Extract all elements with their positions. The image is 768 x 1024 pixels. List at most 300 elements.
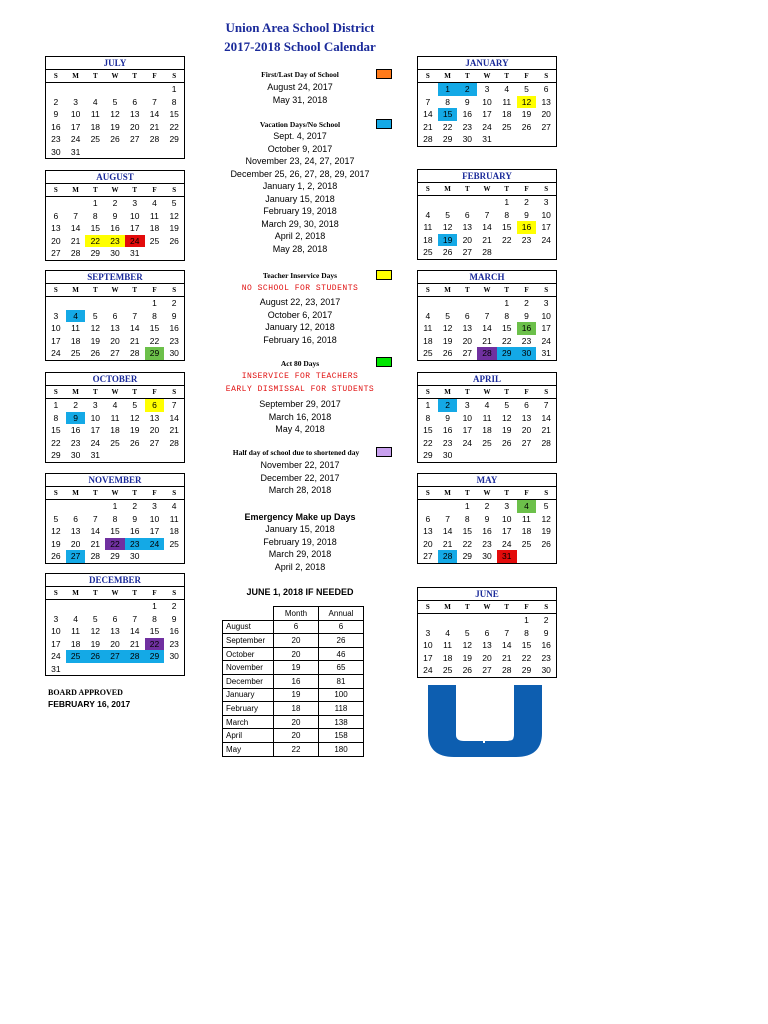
day-cell: 6 xyxy=(524,400,529,410)
weekday-label: F xyxy=(524,603,529,611)
legend-first-last-swatch xyxy=(376,69,392,79)
weekday-label: M xyxy=(72,489,79,497)
weekday-header xyxy=(418,487,556,500)
day-cell: 7 xyxy=(132,310,138,321)
day-cell: 3 xyxy=(53,613,59,624)
day-cell: 15 xyxy=(502,323,512,333)
day-cell: 26 xyxy=(110,134,120,144)
day-cell: 29 xyxy=(110,551,120,561)
weekday-label: T xyxy=(132,489,138,497)
day-cell: 26 xyxy=(442,247,453,257)
day-cell: 28 xyxy=(423,134,433,144)
weekday-label: S xyxy=(425,185,430,193)
week-row xyxy=(418,310,556,323)
day-cell: 24 xyxy=(541,234,551,245)
week-row xyxy=(46,663,184,676)
week-row xyxy=(418,96,556,109)
weekday-label: T xyxy=(132,286,138,294)
weekday-label: F xyxy=(524,72,529,80)
day-cell: 5 xyxy=(464,627,470,638)
day-cell: 17 xyxy=(70,121,81,132)
day-cell: 20 xyxy=(423,538,433,549)
weekday-label: T xyxy=(464,72,470,80)
weekday-label: S xyxy=(172,72,177,80)
weekday-label: S xyxy=(425,388,430,396)
day-cell: 4 xyxy=(92,96,98,107)
day-cell: 18 xyxy=(90,121,101,132)
table-cell: 20 xyxy=(274,647,319,661)
day-cell: 30 xyxy=(517,347,537,360)
day-cell: 17 xyxy=(502,526,512,536)
day-cell xyxy=(66,197,86,210)
weekday-label: W xyxy=(111,589,119,597)
weekday-label: T xyxy=(504,185,510,193)
table-cell: 22 xyxy=(274,742,319,756)
table-row xyxy=(223,647,364,661)
week-row xyxy=(46,235,184,248)
day-cell: 18 xyxy=(70,638,81,649)
legend-act80-note1: INSERVICE FOR TEACHERS xyxy=(241,372,359,381)
day-cell xyxy=(145,83,165,96)
day-cell: 14 xyxy=(169,412,179,423)
day-cell xyxy=(125,449,145,462)
day-cell: 29 xyxy=(462,551,473,561)
day-cell: 3 xyxy=(152,501,157,511)
day-cell: 26 xyxy=(442,348,453,358)
date-line: Sept. 4, 2017 xyxy=(273,131,327,141)
day-cell: 14 xyxy=(130,323,140,333)
day-cell xyxy=(477,196,497,209)
day-cell: 9 xyxy=(171,310,177,321)
weekday-label: T xyxy=(132,186,138,194)
week-row xyxy=(418,234,556,247)
date-line: February 16, 2018 xyxy=(263,334,337,345)
table-row xyxy=(223,674,364,688)
day-cell: 14 xyxy=(502,640,512,650)
day-cell: 2 xyxy=(132,501,138,511)
week-row xyxy=(46,437,184,450)
legend-inservice-swatch xyxy=(376,270,392,280)
day-cell: 31 xyxy=(482,134,492,144)
weekday-label: T xyxy=(464,489,470,497)
day-cell: 21 xyxy=(90,538,101,549)
day-cell: 23 xyxy=(51,134,61,144)
week-row xyxy=(418,246,556,259)
day-cell: 10 xyxy=(541,209,551,220)
weekday-label: S xyxy=(544,286,549,294)
day-cell xyxy=(105,449,125,462)
day-cell: 2 xyxy=(73,400,78,410)
weekday-label: W xyxy=(111,388,119,396)
week-row xyxy=(46,133,184,146)
week-row xyxy=(418,424,556,437)
day-cell: 23 xyxy=(169,335,179,346)
weekday-header xyxy=(46,184,184,197)
day-cell xyxy=(517,133,537,146)
date-line: February 19, 2018 xyxy=(263,536,337,547)
week-row xyxy=(418,500,556,513)
legend-inservice-note: NO SCHOOL FOR STUDENTS xyxy=(241,284,359,293)
legend-inservice-dates xyxy=(225,296,375,346)
day-cell: 27 xyxy=(105,650,125,663)
calendar-title: 2017-2018 School Calendar xyxy=(224,39,376,54)
day-cell: 11 xyxy=(502,96,512,107)
day-cell: 22 xyxy=(423,437,433,448)
day-cell: 20 xyxy=(70,538,81,549)
day-cell: 16 xyxy=(482,526,492,536)
week-row xyxy=(418,133,556,146)
month-name: JULY xyxy=(46,57,184,70)
day-cell xyxy=(125,146,145,159)
day-cell: 20 xyxy=(110,638,120,649)
day-cell: 19 xyxy=(541,526,551,536)
week-row xyxy=(46,146,184,159)
calendar-september xyxy=(45,270,185,361)
day-cell: 27 xyxy=(110,348,120,358)
table-cell: 180 xyxy=(319,742,364,756)
weekday-label: T xyxy=(504,388,510,396)
week-row xyxy=(418,449,556,462)
weekday-header xyxy=(418,284,556,297)
table-cell: February xyxy=(223,702,274,716)
day-cell: 27 xyxy=(462,348,473,358)
day-cell: 23 xyxy=(521,335,532,346)
day-cell: 12 xyxy=(502,412,512,423)
weekday-header xyxy=(46,70,184,83)
week-row xyxy=(418,614,556,627)
day-cell: 24 xyxy=(51,651,61,661)
weekday-label: T xyxy=(504,72,510,80)
week-row xyxy=(46,600,184,613)
day-cell xyxy=(418,500,438,513)
day-cell: 8 xyxy=(112,513,118,524)
day-cell xyxy=(477,449,497,462)
day-cell: 6 xyxy=(145,399,165,412)
day-cell: 22 xyxy=(105,538,125,551)
day-cell: 2 xyxy=(112,198,118,208)
day-cell: 23 xyxy=(541,652,551,663)
day-cell: 20 xyxy=(51,235,61,246)
legend-act80-label: Act 80 Days xyxy=(280,359,320,368)
day-cell xyxy=(164,146,184,159)
day-cell: 1 xyxy=(438,83,458,96)
day-cell: 14 xyxy=(482,222,492,232)
date-line: February 19, 2018 xyxy=(263,206,337,216)
day-cell: 9 xyxy=(66,412,86,425)
week-row xyxy=(418,221,556,234)
day-cell: 9 xyxy=(445,412,450,423)
day-cell: 5 xyxy=(92,613,98,624)
weekday-label: F xyxy=(524,185,529,193)
day-cell: 29 xyxy=(145,347,165,360)
day-cell: 6 xyxy=(543,84,549,94)
day-cell xyxy=(105,600,125,613)
week-row xyxy=(418,550,556,563)
weekday-label: T xyxy=(132,388,138,396)
day-cell: 22 xyxy=(169,121,179,132)
table-cell: May xyxy=(223,742,274,756)
month-name: OCTOBER xyxy=(46,373,184,386)
day-cell: 1 xyxy=(504,298,510,308)
day-cell: 7 xyxy=(171,400,177,410)
table-cell: 20 xyxy=(274,634,319,648)
week-row xyxy=(46,83,184,96)
weekday-label: S xyxy=(53,589,58,597)
day-cell: 3 xyxy=(484,84,490,94)
weekday-label: S xyxy=(544,603,549,611)
day-cell: 6 xyxy=(425,513,431,524)
day-cell: 18 xyxy=(482,425,492,435)
day-cell: 12 xyxy=(130,412,140,423)
day-cell: 3 xyxy=(425,627,431,638)
day-cell: 7 xyxy=(543,400,549,410)
day-cell xyxy=(164,550,184,563)
day-cell: 16 xyxy=(517,322,537,335)
date-line: December 22, 2017 xyxy=(260,472,340,483)
day-cell: 4 xyxy=(425,209,431,220)
day-cell: 20 xyxy=(482,652,492,663)
table-cell: 6 xyxy=(319,620,364,634)
calendar-november xyxy=(45,473,185,564)
week-row xyxy=(46,424,184,437)
day-cell xyxy=(85,500,105,513)
day-cell xyxy=(46,83,66,96)
day-cell: 22 xyxy=(502,335,512,346)
day-cell: 22 xyxy=(442,121,453,132)
day-cell: 17 xyxy=(541,222,551,232)
day-cell: 31 xyxy=(541,348,551,358)
date-line: January 1, 2, 2018 xyxy=(262,181,338,191)
table-cell: March xyxy=(223,715,274,729)
day-cell: 15 xyxy=(521,640,532,650)
day-cell: 15 xyxy=(149,626,160,636)
table-cell: 158 xyxy=(319,729,364,743)
day-cell: 11 xyxy=(423,222,433,232)
day-cell: 23 xyxy=(462,121,473,132)
day-cell: 2 xyxy=(171,298,177,308)
day-cell: 2 xyxy=(524,298,529,308)
week-row xyxy=(46,500,184,513)
day-cell: 9 xyxy=(543,627,549,638)
day-cell xyxy=(438,614,458,627)
week-row xyxy=(418,437,556,450)
weekday-label: S xyxy=(172,489,177,497)
day-cell: 21 xyxy=(541,425,551,435)
legend-inservice-label: Teacher Inservice Days xyxy=(262,271,338,280)
day-cell: 25 xyxy=(423,247,433,257)
day-cell: 10 xyxy=(482,96,492,107)
day-cell xyxy=(105,146,125,159)
date-line: April 2, 2018 xyxy=(274,231,326,241)
date-line: March 28, 2018 xyxy=(268,485,332,495)
weekday-label: M xyxy=(72,388,79,396)
day-cell: 28 xyxy=(438,550,458,563)
day-cell: 28 xyxy=(482,247,492,257)
day-cell: 27 xyxy=(482,665,492,675)
day-cell: 13 xyxy=(130,109,140,119)
day-cell: 11 xyxy=(110,412,120,423)
week-row xyxy=(418,399,556,412)
day-cell: 1 xyxy=(53,400,59,410)
calendar-march xyxy=(417,270,557,361)
table-row xyxy=(223,620,364,634)
day-cell: 18 xyxy=(110,425,120,435)
day-cell xyxy=(517,246,537,259)
day-cell: 17 xyxy=(482,109,492,119)
day-cell: 11 xyxy=(443,640,452,650)
date-line: August 22, 23, 2017 xyxy=(259,297,341,307)
day-cell: 22 xyxy=(149,335,160,346)
day-cell: 21 xyxy=(130,335,140,346)
day-cell: 7 xyxy=(504,627,510,638)
day-cell: 1 xyxy=(92,198,98,208)
day-cell: 3 xyxy=(543,197,549,207)
weekday-label: T xyxy=(504,603,510,611)
table-cell: 100 xyxy=(319,688,364,702)
board-approved xyxy=(48,688,130,709)
day-cell xyxy=(66,663,86,676)
table-cell: 19 xyxy=(274,661,319,675)
calendar-december xyxy=(45,573,185,676)
day-cell: 4 xyxy=(152,198,157,208)
weekday-label: W xyxy=(483,286,491,294)
day-cell: 11 xyxy=(90,109,100,119)
legend-vacation-label: Vacation Days/No School xyxy=(259,120,341,129)
calendar-july xyxy=(45,56,185,159)
week-row xyxy=(46,247,184,260)
day-cell: 25 xyxy=(70,348,81,358)
day-cell xyxy=(536,246,556,259)
day-cell: 27 xyxy=(423,551,433,561)
day-cell xyxy=(85,600,105,613)
day-cell: 27 xyxy=(462,247,473,257)
day-cell xyxy=(66,500,86,513)
day-cell: 29 xyxy=(423,450,433,460)
board-approved-date: FEBRUARY 16, 2017 xyxy=(48,699,131,709)
week-row xyxy=(418,525,556,538)
weekday-label: T xyxy=(92,388,98,396)
weekday-label: T xyxy=(464,388,470,396)
table-cell: August xyxy=(223,620,274,634)
day-cell xyxy=(85,663,105,676)
day-cell: 28 xyxy=(477,347,497,360)
week-row xyxy=(46,650,184,663)
day-cell: 4 xyxy=(171,501,177,511)
date-line: May 4, 2018 xyxy=(275,424,325,434)
week-row xyxy=(46,412,184,425)
day-cell: 30 xyxy=(169,348,179,358)
day-cell xyxy=(145,146,165,159)
day-cell: 3 xyxy=(464,400,470,410)
day-cell: 18 xyxy=(169,526,179,536)
table-cell: 20 xyxy=(274,715,319,729)
weekday-label: T xyxy=(132,589,138,597)
day-cell: 25 xyxy=(442,665,453,675)
day-cell: 18 xyxy=(502,109,512,119)
day-cell: 10 xyxy=(541,310,551,321)
day-cell: 12 xyxy=(442,323,453,333)
day-cell: 9 xyxy=(484,513,490,524)
day-cell: 9 xyxy=(53,109,59,119)
weekday-label: T xyxy=(464,286,470,294)
day-cell xyxy=(477,614,497,627)
week-row xyxy=(46,513,184,526)
day-cell: 6 xyxy=(464,310,470,321)
legend-act80-note2: EARLY DISMISSAL FOR STUDENTS xyxy=(225,385,375,394)
week-row xyxy=(418,627,556,640)
legend-halfday-label: Half day of school due to shortened day xyxy=(232,448,360,457)
day-cell: 24 xyxy=(125,235,145,248)
weekday-label: S xyxy=(53,286,58,294)
month-name: FEBRUARY xyxy=(418,170,556,183)
day-cell: 28 xyxy=(149,134,160,144)
day-cell: 4 xyxy=(504,84,510,94)
weekday-label: S xyxy=(53,186,58,194)
day-cell: 11 xyxy=(71,626,80,636)
day-cell: 25 xyxy=(66,650,86,663)
day-cell xyxy=(85,146,105,159)
day-cell: 27 xyxy=(541,121,551,132)
weekday-label: S xyxy=(544,489,549,497)
day-cell xyxy=(164,449,184,462)
day-cell: 5 xyxy=(132,400,138,410)
day-cell: 8 xyxy=(92,210,98,221)
date-line: May 31, 2018 xyxy=(272,94,328,105)
day-cell: 12 xyxy=(169,210,179,221)
day-cell: 13 xyxy=(51,223,61,233)
day-cell: 4 xyxy=(66,310,86,323)
week-row xyxy=(46,297,184,310)
table-cell: 65 xyxy=(319,661,364,675)
date-line: November 22, 2017 xyxy=(260,460,340,470)
table-row xyxy=(223,661,364,675)
day-cell: 21 xyxy=(149,121,160,132)
day-cell: 27 xyxy=(130,134,140,144)
day-cell: 19 xyxy=(462,652,473,663)
day-cell: 19 xyxy=(169,223,179,233)
weekday-label: F xyxy=(152,186,157,194)
day-cell: 22 xyxy=(462,538,473,549)
weekday-label: M xyxy=(72,286,79,294)
week-row xyxy=(46,613,184,626)
day-cell xyxy=(457,196,477,209)
week-row xyxy=(418,108,556,121)
day-cell: 23 xyxy=(521,234,532,245)
day-cell xyxy=(418,83,438,96)
day-cell: 30 xyxy=(442,450,453,460)
board-approved-line1: BOARD APPROVED xyxy=(48,688,123,697)
day-cell: 2 xyxy=(484,501,490,511)
day-cell xyxy=(536,550,556,563)
weekday-label: W xyxy=(111,489,119,497)
day-cell: 29 xyxy=(169,134,179,144)
weekday-label: M xyxy=(444,185,451,193)
week-row xyxy=(46,121,184,134)
day-cell: 21 xyxy=(130,638,140,649)
day-cell: 19 xyxy=(90,335,101,346)
day-cell: 16 xyxy=(169,323,179,333)
day-cell: 7 xyxy=(152,96,157,107)
week-row xyxy=(46,525,184,538)
day-cell: 1 xyxy=(112,501,118,511)
day-cell: 30 xyxy=(130,551,140,561)
day-cell: 8 xyxy=(425,412,431,423)
day-cell xyxy=(105,83,125,96)
day-cell: 1 xyxy=(152,298,157,308)
day-cell: 27 xyxy=(149,437,160,448)
day-cell: 19 xyxy=(90,638,101,649)
day-cell: 16 xyxy=(130,526,140,536)
